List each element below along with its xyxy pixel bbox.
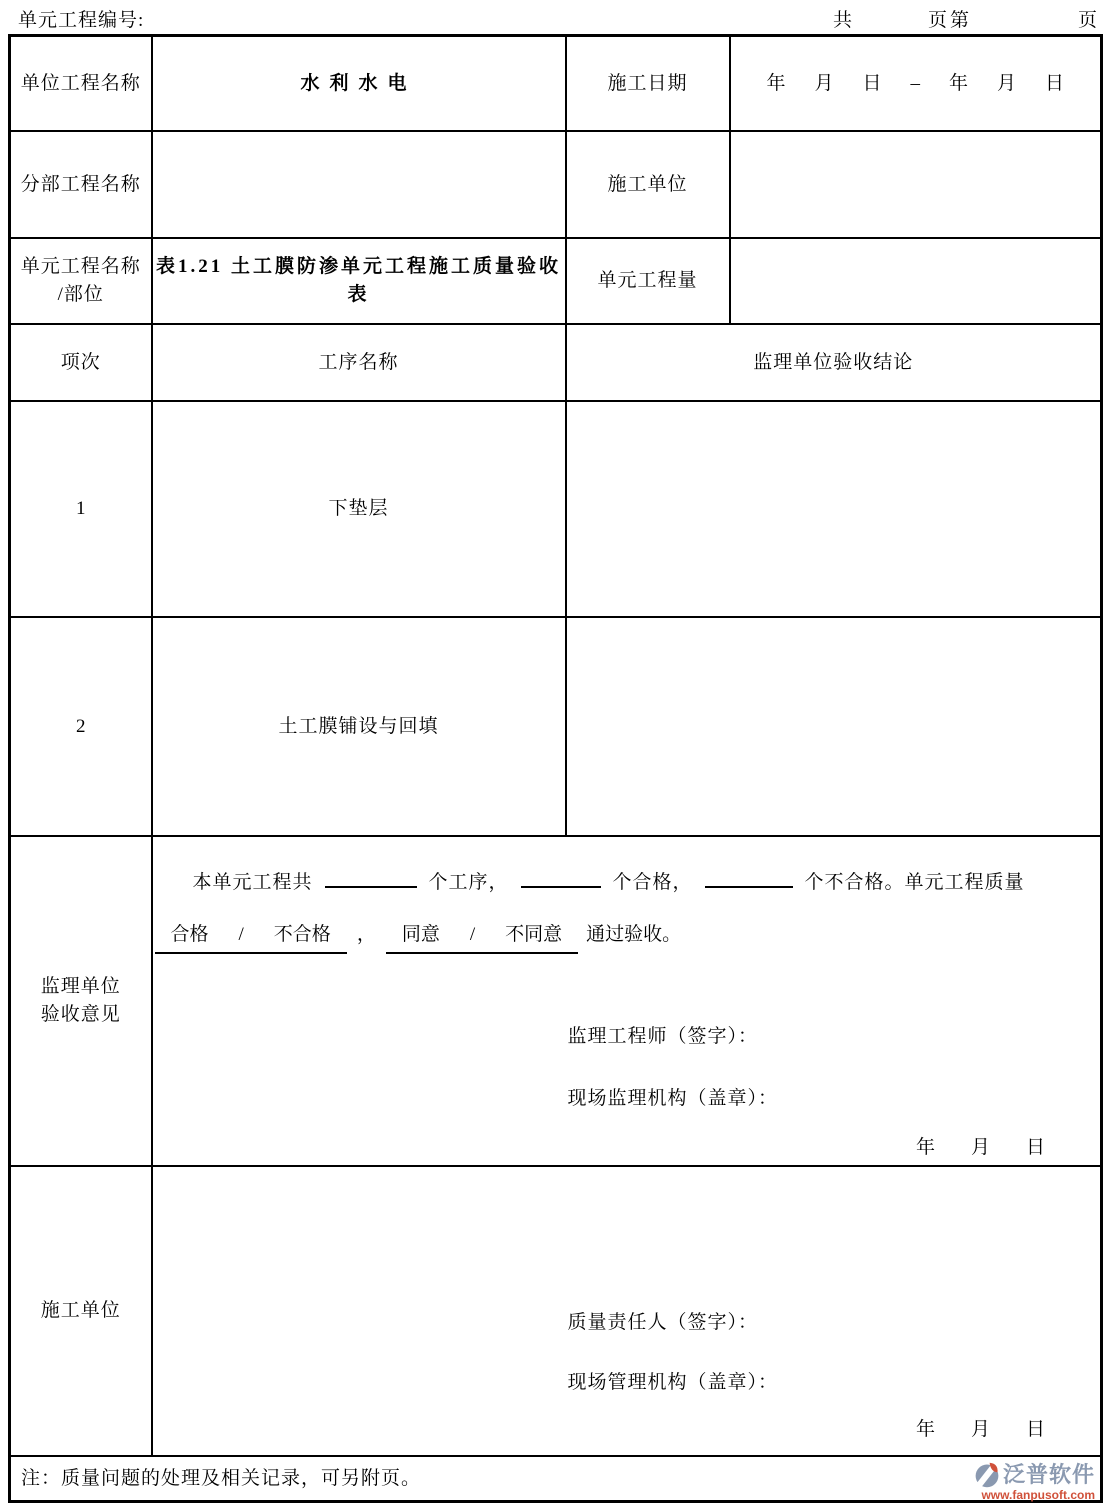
item-conclusion (566, 617, 1102, 836)
element-name-label (10, 238, 152, 324)
supervision-date-line (916, 1134, 1045, 1162)
pass-count-blank (521, 867, 601, 888)
supervision-opinion-label-line2: 验收意见 (40, 1004, 121, 1025)
pagination-page-label-2: 页 (1078, 10, 1098, 31)
note-cell (10, 1456, 1102, 1502)
item-index: 2 (10, 617, 152, 836)
supervision-opinion-label (10, 836, 152, 1166)
pass-acceptance-text: 通过验收。 (586, 924, 682, 945)
supervision-opinion-row (10, 836, 1102, 1166)
month-label: 月 (970, 1137, 990, 1158)
table-row (10, 617, 1102, 836)
fail-count-blank (705, 867, 793, 888)
pagination-total-label: 共 (833, 10, 853, 31)
dash: – (910, 72, 920, 94)
supervision-opinion-label-line1: 监理单位 (40, 976, 121, 998)
construction-date-line (916, 1416, 1045, 1444)
year-label: 年 (915, 1137, 935, 1158)
element-name-label-line2: /部位 (57, 284, 104, 305)
summary-sentence-line1 (193, 867, 1025, 897)
quality-acceptance-table (8, 34, 1103, 1503)
element-name-label-line1: 单元工程名称 (20, 256, 141, 278)
site-management-seal-label: 现场管理机构（盖章）： (567, 1372, 779, 1393)
builder-value (730, 131, 1102, 238)
form-title: 表1.21 土工膜防渗单元工程施工质量验收表 (152, 238, 566, 324)
unit-project-name-label: 单位工程名称 (10, 36, 152, 132)
summary-text: 个合格， (612, 872, 693, 893)
year-label: 年 (766, 72, 786, 94)
day-label: 日 (1025, 1419, 1045, 1440)
choice-slash: / (469, 924, 476, 945)
table-row (10, 131, 1102, 238)
item-process-name: 土工膜铺设与回填 (152, 617, 566, 836)
element-quantity-value (730, 238, 1102, 324)
table-header-row (10, 324, 1102, 401)
month-label: 月 (996, 72, 1016, 94)
day-label: 日 (1044, 72, 1064, 94)
fanpu-logo-icon (973, 1461, 1001, 1489)
note-text: 注：质量问题的处理及相关记录，可另附页。 (21, 1467, 422, 1489)
column-header-conclusion: 监理单位验收结论 (566, 324, 1102, 401)
choice-pass: 合格 (170, 924, 209, 945)
day-label: 日 (1025, 1137, 1045, 1158)
item-index: 1 (10, 401, 152, 617)
column-header-process-name: 工序名称 (152, 324, 566, 401)
fanpu-logo[interactable] (945, 1459, 1095, 1501)
choice-agree: 同意 (401, 924, 440, 945)
supervision-opinion-content (152, 836, 1102, 1166)
comma: ， (356, 924, 376, 945)
supervision-agency-seal-label: 现场监理机构（盖章）： (567, 1088, 779, 1109)
month-label: 月 (970, 1419, 990, 1440)
year-label: 年 (915, 1419, 935, 1440)
builder-label: 施工单位 (566, 131, 730, 238)
unit-code-label: 单元工程编号: (18, 10, 145, 31)
logo-top-row (945, 1459, 1095, 1491)
month-label: 月 (814, 72, 834, 94)
choice-disagree: 不同意 (505, 924, 563, 945)
pagination-order-label: 第 (950, 10, 970, 31)
quality-choice-underlined (155, 921, 347, 954)
construction-date-label: 施工日期 (566, 36, 730, 132)
construction-unit-label: 施工单位 (10, 1166, 152, 1456)
choice-slash: / (238, 924, 244, 945)
table-row (10, 238, 1102, 324)
note-row (10, 1456, 1102, 1502)
year-label: 年 (948, 72, 968, 94)
logo-name: 泛普软件 (1002, 1462, 1095, 1487)
unit-project-name-value: 水利水电 (152, 36, 566, 132)
logo-url[interactable]: www.fanpusoft.com (981, 1487, 1095, 1502)
summary-text: 个不合格。单元工程质量 (804, 872, 1025, 893)
date-range (731, 70, 1101, 98)
agreement-choice-underlined (386, 921, 578, 954)
item-conclusion (566, 401, 1102, 617)
division-name-label: 分部工程名称 (10, 131, 152, 238)
construction-date-value (730, 36, 1102, 132)
division-name-value (152, 131, 566, 238)
pagination-page-label-1: 页 (928, 10, 948, 31)
day-label: 日 (862, 72, 882, 94)
element-quantity-label: 单元工程量 (566, 238, 730, 324)
construction-unit-content (152, 1166, 1102, 1456)
item-process-name: 下垫层 (152, 401, 566, 617)
column-header-index: 项次 (10, 324, 152, 401)
summary-text: 个工序， (428, 872, 509, 893)
construction-unit-row (10, 1166, 1102, 1456)
summary-sentence-line2 (155, 921, 682, 954)
process-count-blank (325, 867, 417, 888)
quality-responsible-signature-label: 质量责任人（签字）： (567, 1312, 759, 1333)
summary-text: 本单元工程共 (192, 872, 313, 893)
choice-fail: 不合格 (273, 924, 331, 945)
supervisor-signature-label: 监理工程师（签字）： (567, 1026, 759, 1047)
table-row (10, 36, 1102, 132)
table-row (10, 401, 1102, 617)
